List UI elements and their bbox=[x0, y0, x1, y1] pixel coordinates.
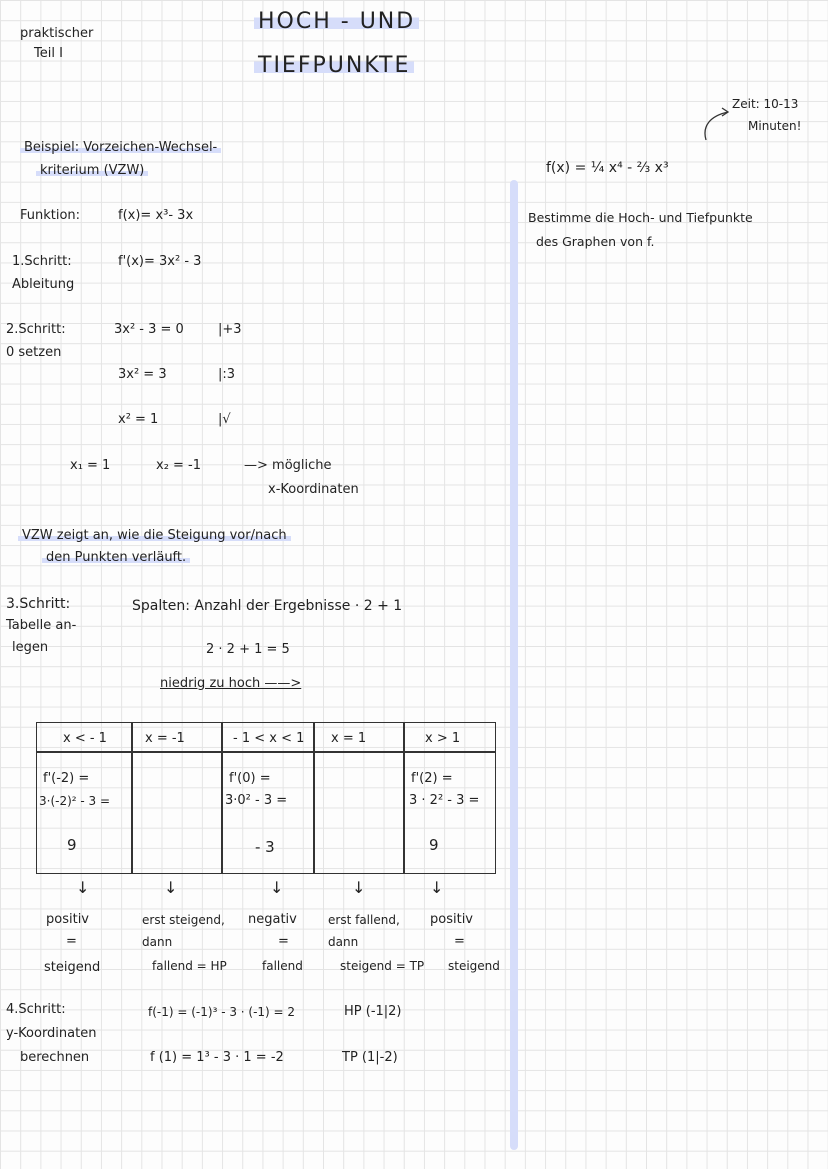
step1-sublabel: Ableitung bbox=[12, 277, 75, 292]
step2-label: 2.Schritt: bbox=[6, 322, 66, 337]
step2-op3: |√ bbox=[218, 412, 231, 427]
result-rising: steigend bbox=[448, 959, 500, 973]
step3-sublabel2: legen bbox=[12, 640, 49, 655]
step2-sublabel: 0 setzen bbox=[6, 345, 62, 360]
example-line1: Beispiel: Vorzeichen-Wechsel- bbox=[20, 140, 221, 155]
possible-x-note: —> mögliche bbox=[244, 458, 332, 473]
table-cell: 9 bbox=[429, 836, 439, 854]
y-calc-1: f(-1) = (-1)³ - 3 · (-1) = 2 bbox=[148, 1005, 296, 1019]
result-rising: steigend bbox=[44, 960, 101, 975]
columns-calc: 2 · 2 + 1 = 5 bbox=[206, 642, 290, 657]
step2-op2: |:3 bbox=[218, 367, 236, 382]
table-cell: f'(-2) = bbox=[43, 771, 90, 786]
step2-eq3: x² = 1 bbox=[118, 412, 159, 427]
down-arrow-icon: ↓ bbox=[76, 878, 90, 897]
step4-sublabel: y-Koordinaten bbox=[6, 1026, 97, 1041]
table-col-divider bbox=[403, 723, 405, 873]
table-cell: f'(0) = bbox=[229, 771, 271, 786]
step1-value: f'(x)= 3x² - 3 bbox=[118, 254, 202, 269]
table-header-cell: x = 1 bbox=[331, 731, 367, 746]
result-positive: positiv bbox=[430, 912, 473, 927]
table-cell: 3·0² - 3 = bbox=[225, 793, 288, 808]
y-calc-2: f (1) = 1³ - 3 · 1 = -2 bbox=[150, 1050, 284, 1065]
function-value: f(x)= x³- 3x bbox=[118, 208, 194, 223]
column-divider bbox=[510, 180, 518, 1150]
example-subheading bbox=[36, 163, 148, 179]
result-equals: = bbox=[66, 934, 77, 949]
down-arrow-icon: ↓ bbox=[352, 878, 366, 897]
table-cell: 9 bbox=[67, 836, 77, 854]
title-text-2: TIEFPUNKTE bbox=[254, 53, 414, 78]
page-title-line1 bbox=[254, 9, 419, 34]
result-tp: steigend = TP bbox=[340, 959, 425, 973]
result-rising-then: erst steigend, bbox=[142, 913, 225, 927]
table-cell: f'(2) = bbox=[411, 771, 453, 786]
result-then: dann bbox=[142, 935, 173, 949]
page-title-line2 bbox=[254, 53, 414, 78]
table-header-cell: - 1 < x < 1 bbox=[233, 731, 305, 746]
result-falling-then: erst fallend, bbox=[328, 913, 400, 927]
example-line2: kriterium (VZW) bbox=[36, 163, 148, 178]
table-col-divider bbox=[131, 723, 133, 873]
title-text-1: HOCH - UND bbox=[254, 9, 419, 34]
curved-arrow-icon bbox=[692, 104, 732, 144]
step2-eq2: 3x² = 3 bbox=[118, 367, 167, 382]
table-col-divider bbox=[313, 723, 315, 873]
subject-part: Teil I bbox=[34, 46, 63, 61]
vzw-note-line2 bbox=[42, 550, 190, 566]
step1-label: 1.Schritt: bbox=[12, 254, 72, 269]
vzw-note-line1 bbox=[18, 528, 291, 544]
down-arrow-icon: ↓ bbox=[164, 878, 178, 897]
table-cell: - 3 bbox=[255, 838, 275, 856]
vzw-note-text1: VZW zeigt an, wie die Steigung vor/nach bbox=[18, 528, 291, 543]
x2-solution: x₂ = -1 bbox=[156, 458, 202, 473]
table-header-cell: x < - 1 bbox=[63, 731, 107, 746]
function-label: Funktion: bbox=[20, 208, 81, 223]
task-text-line1: Bestimme die Hoch- und Tiefpunkte bbox=[528, 210, 753, 225]
task-function: f(x) = ¼ x⁴ - ⅔ x³ bbox=[546, 160, 669, 176]
table-col-divider bbox=[221, 723, 223, 873]
sign-table bbox=[36, 722, 496, 874]
time-label: Zeit: 10-13 bbox=[732, 97, 799, 111]
result-hp: fallend = HP bbox=[152, 959, 227, 973]
result-then: dann bbox=[328, 935, 359, 949]
result-falling: fallend bbox=[262, 959, 303, 973]
high-point: HP (-1|2) bbox=[344, 1004, 402, 1019]
vzw-note-text2: den Punkten verläuft. bbox=[42, 550, 190, 565]
step2-op1: |+3 bbox=[218, 322, 242, 337]
result-equals: = bbox=[454, 934, 465, 949]
down-arrow-icon: ↓ bbox=[270, 878, 284, 897]
table-cell: 3·(-2)² - 3 = bbox=[39, 794, 111, 808]
table-cell: 3 · 2² - 3 = bbox=[409, 793, 480, 808]
step2-eq1: 3x² - 3 = 0 bbox=[114, 322, 184, 337]
table-header-divider bbox=[37, 751, 495, 753]
result-negative: negativ bbox=[248, 912, 297, 927]
subject-label: praktischer bbox=[20, 26, 94, 41]
low-point: TP (1|-2) bbox=[342, 1050, 398, 1065]
columns-rule: Spalten: Anzahl der Ergebnisse · 2 + 1 bbox=[132, 598, 403, 614]
step4-sublabel2: berechnen bbox=[20, 1050, 90, 1065]
result-equals: = bbox=[278, 934, 289, 949]
step3-sublabel: Tabelle an- bbox=[6, 618, 77, 633]
table-header-cell: x = -1 bbox=[145, 731, 185, 746]
example-heading bbox=[20, 140, 221, 156]
time-unit: Minuten! bbox=[748, 119, 802, 133]
possible-x-note2: x-Koordinaten bbox=[268, 482, 359, 497]
down-arrow-icon: ↓ bbox=[430, 878, 444, 897]
step4-label: 4.Schritt: bbox=[6, 1002, 66, 1017]
table-header-cell: x > 1 bbox=[425, 731, 461, 746]
result-positive: positiv bbox=[46, 912, 89, 927]
direction-note: niedrig zu hoch ——> bbox=[160, 676, 302, 691]
step3-label: 3.Schritt: bbox=[6, 596, 71, 612]
x1-solution: x₁ = 1 bbox=[70, 458, 111, 473]
task-text-line2: des Graphen von f. bbox=[536, 234, 655, 249]
